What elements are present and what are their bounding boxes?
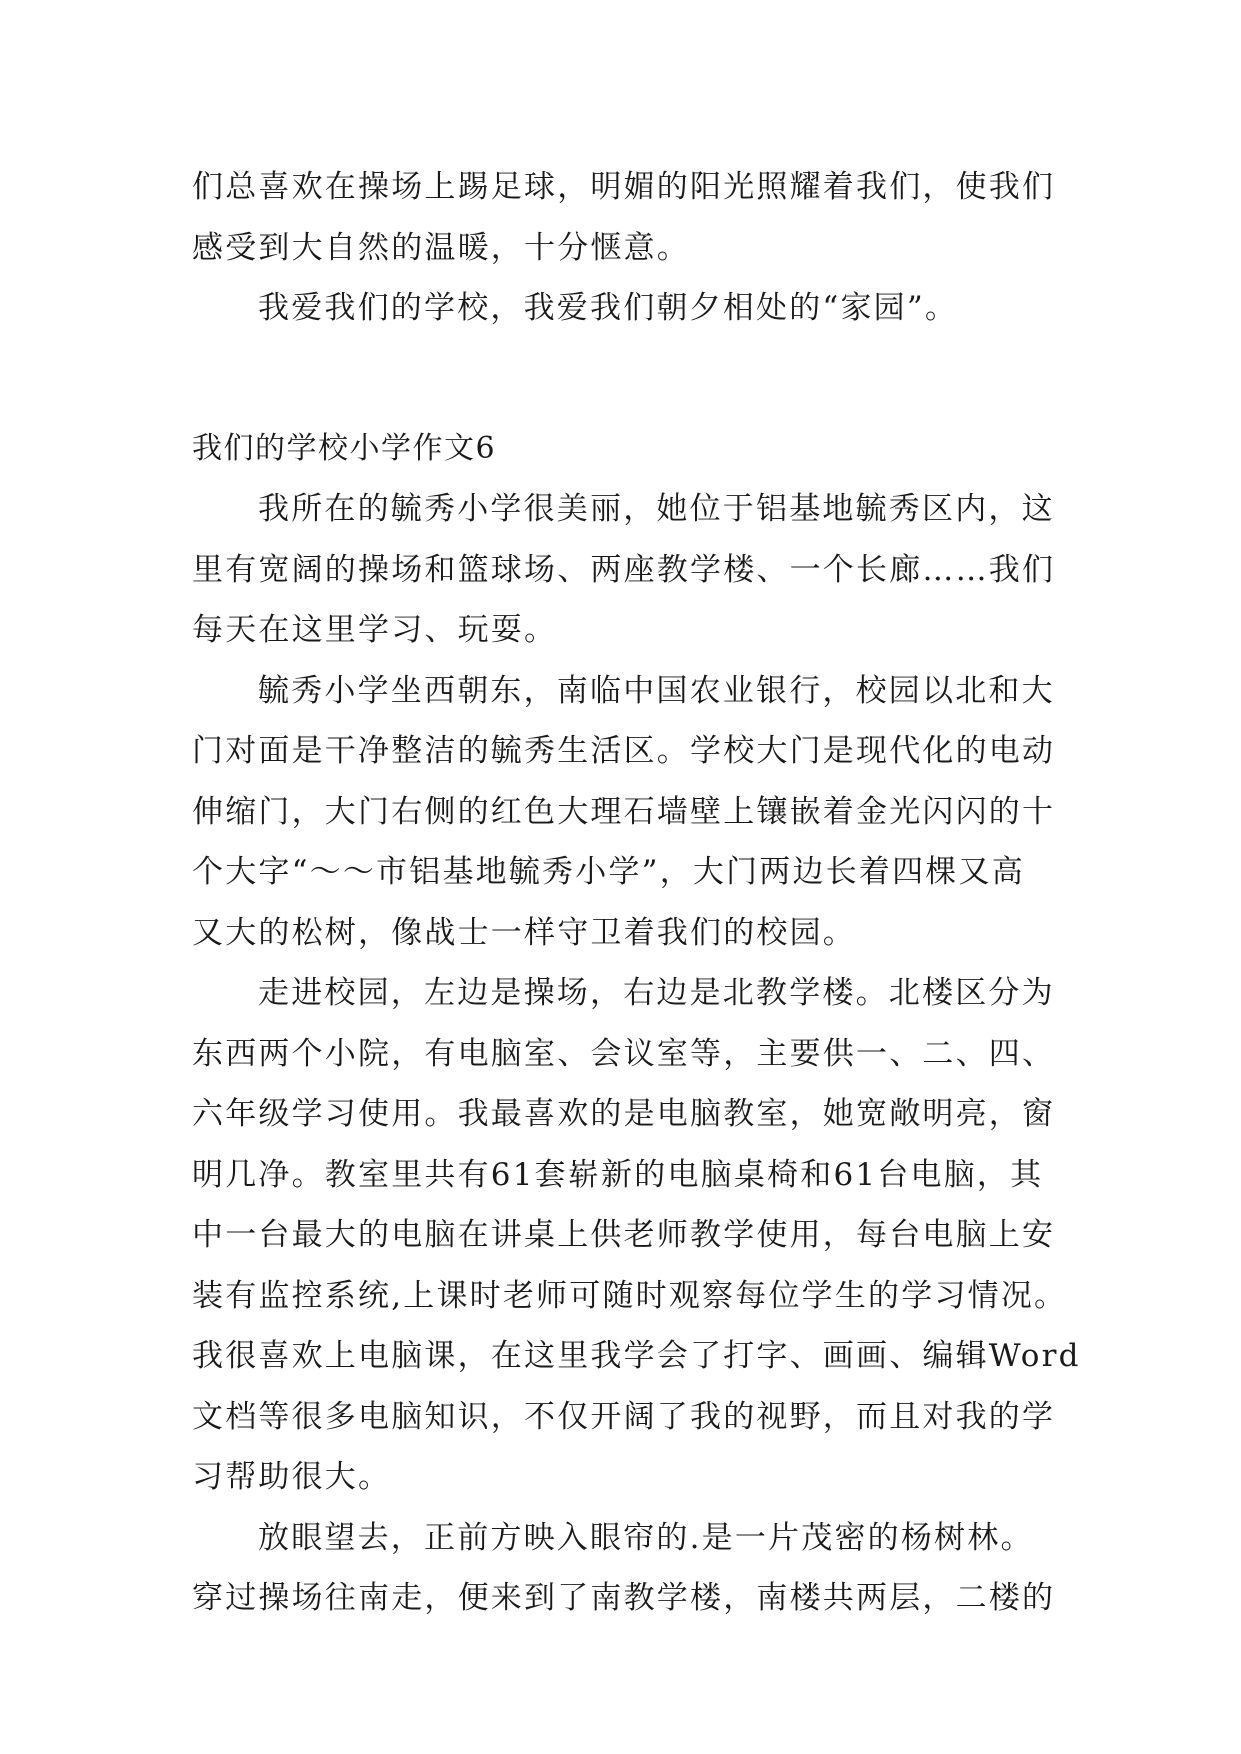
text-line: 们总喜欢在操场上踢足球，明媚的阳光照耀着我们，使我们 xyxy=(192,169,1056,205)
text-line: 文档等很多电脑知识，不仅开阔了我的视野，而且对我的学 xyxy=(192,1398,1056,1435)
text-line: 习帮助很大。 xyxy=(192,1459,392,1495)
text-line: 走进校园，左边是操场，右边是北教学楼。北楼区分为 xyxy=(258,975,1055,1011)
text-line: 六年级学习使用。我最喜欢的是电脑教室，她宽敞明亮，窗 xyxy=(192,1096,1056,1132)
section-title: 我们的学校小学作文6 xyxy=(192,430,497,466)
text-line: 我爱我们的学校，我爱我们朝夕相处的“家园”。 xyxy=(258,290,959,326)
text-line: 门对面是干净整洁的毓秀生活区。学校大门是现代化的电动 xyxy=(192,733,1056,769)
text-line: 个大字“～～市铝基地毓秀小学”，大门两边长着四棵又高 xyxy=(192,854,1025,890)
section-gap xyxy=(192,339,1052,419)
text-line: 明几净。教室里共有61套崭新的电脑桌椅和61台电脑，其 xyxy=(192,1156,1044,1193)
text-line: 放眼望去，正前方映入眼帘的.是一片茂密的杨树林。 xyxy=(258,1519,1034,1556)
text-line: 我很喜欢上电脑课，在这里我学会了打字、画画、编辑Word xyxy=(192,1338,1081,1374)
text-line: 我所在的毓秀小学很美丽，她位于铝基地毓秀区内，这 xyxy=(258,491,1055,527)
text-line: 感受到大自然的温暖，十分惬意。 xyxy=(192,229,690,266)
text-line: 又大的松树，像战士一样守卫着我们的校园。 xyxy=(192,914,856,951)
document-page xyxy=(192,157,1081,1629)
text-line: 装有监控系统,上课时老师可随时观察每位学生的学习情况。 xyxy=(192,1277,1068,1314)
text-line: 毓秀小学坐西朝东，南临中国农业银行，校园以北和大 xyxy=(258,672,1055,709)
text-line: 穿过操场往南走，便来到了南教学楼，南楼共两层，二楼的 xyxy=(192,1580,1056,1616)
text-line: 每天在这里学习、玩耍。 xyxy=(192,612,558,648)
text-line: 东西两个小院，有电脑室、会议室等，主要供一、二、四、 xyxy=(192,1035,1056,1072)
text-line: 里有宽阔的操场和篮球场、两座教学楼、一个长廊……我们 xyxy=(192,551,1056,588)
text-line: 中一台最大的电脑在讲桌上供老师教学使用，每台电脑上安 xyxy=(192,1217,1056,1253)
text-line: 伸缩门，大门右侧的红色大理石墙壁上镶嵌着金光闪闪的十 xyxy=(192,793,1056,830)
